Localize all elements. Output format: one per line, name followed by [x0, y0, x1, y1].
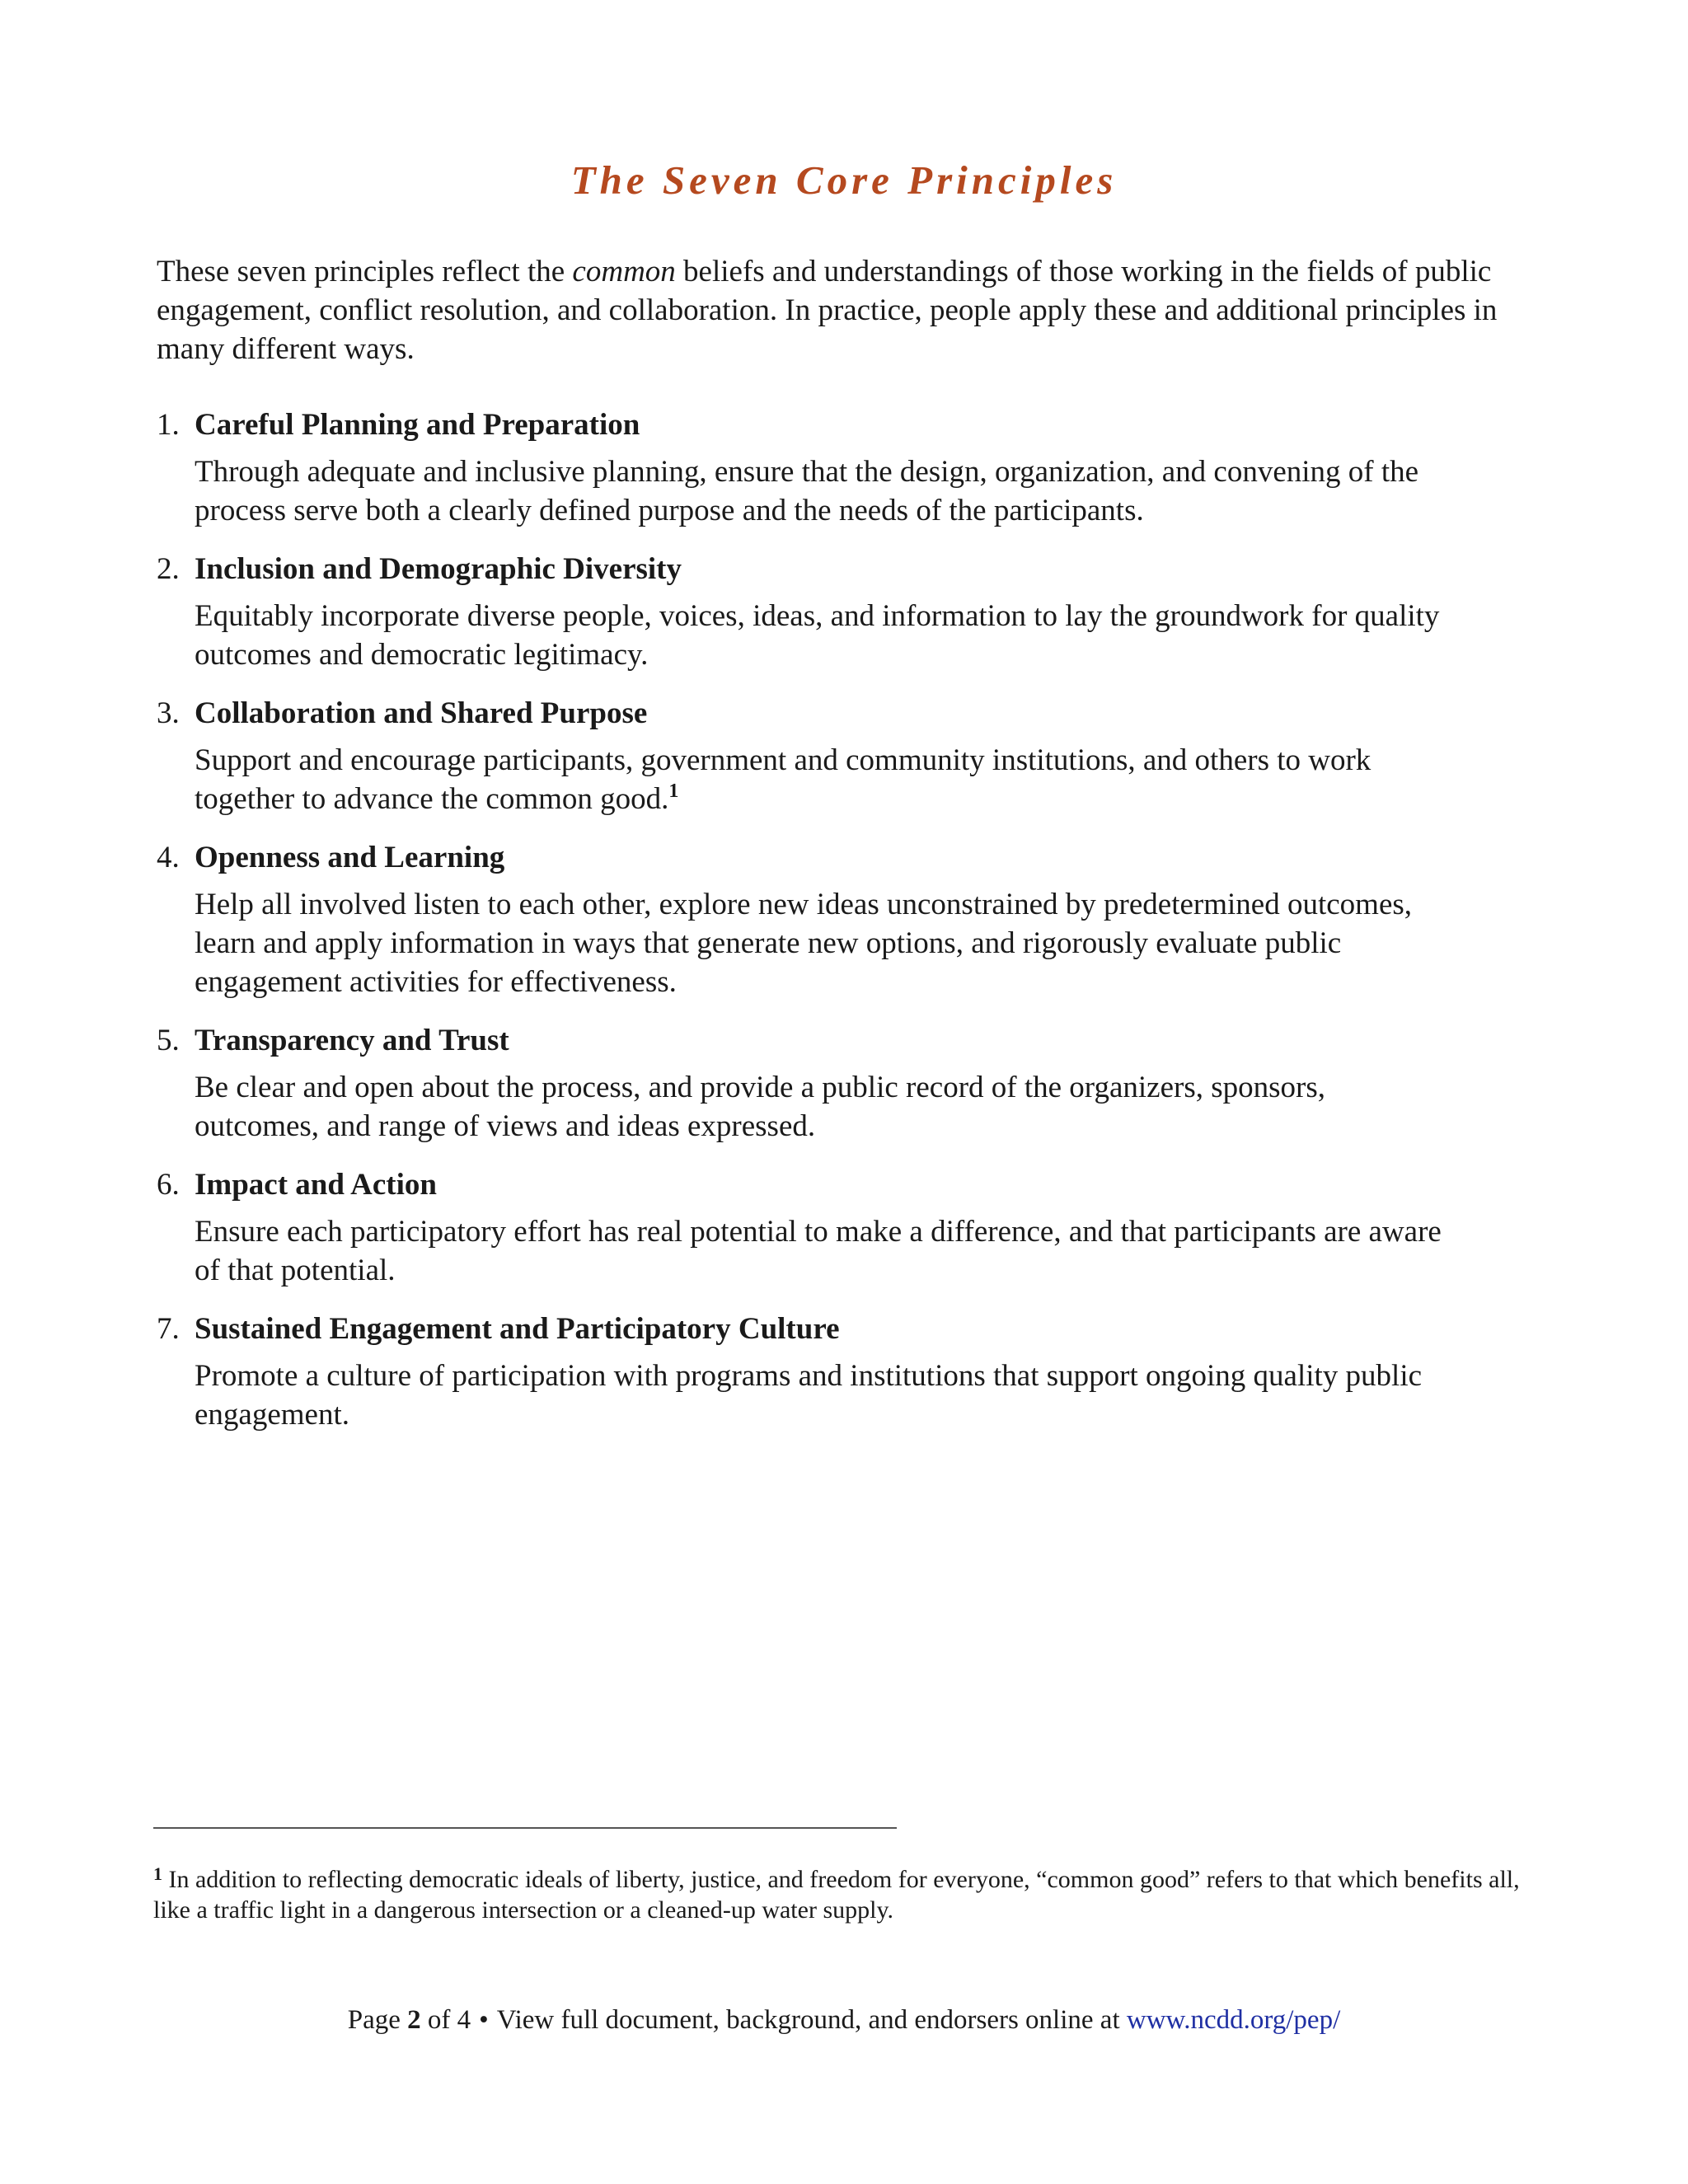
principle-heading: Openness and Learning: [195, 841, 505, 874]
footer-view-text: View full document, background, and endorsers online at: [496, 2005, 1127, 2035]
page-label-suffix: of 4: [420, 2005, 471, 2035]
footer-bullet: •: [479, 2005, 489, 2035]
principle-body: [195, 741, 1442, 818]
principle-item-6: [157, 1165, 1442, 1290]
principle-number: 6.: [157, 1168, 180, 1202]
page-footer: [0, 2003, 1688, 2037]
principle-item-5: [157, 1021, 1442, 1146]
page-title: The Seven Core Principles: [570, 157, 1118, 203]
principle-body: Be clear and open about the process, and provide a public record of the organizers, sponsors, outcomes, and range of views and ideas expressed.: [195, 1071, 1325, 1143]
principle-heading: Careful Planning and Preparation: [195, 408, 640, 442]
principle-body: Help all involved listen to each other, explore new ideas unconstrained by predetermined outcomes, learn and apply information in ways that generate new options, and rigorously evaluate public engagement activities for effectiveness.: [195, 888, 1413, 999]
principle-item-2: [157, 550, 1442, 674]
principle-heading: Collaboration and Shared Purpose: [195, 696, 648, 730]
intro-text-after: beliefs and understandings of those working in the fields of public engagement, conflict resolution, and collaboration. In practice, people apply these and additional principles in many different ways.: [157, 255, 1498, 366]
footnote-mark: 1: [153, 1863, 162, 1884]
website-link[interactable]: www.ncdd.org/pep/: [1126, 2005, 1341, 2035]
page-label-prefix: Page: [347, 2005, 408, 2035]
principle-body-text: Support and encourage participants, government and community institutions, and others to work together to advance the common good.: [195, 743, 1372, 816]
intro-emphasis: common: [572, 255, 676, 288]
footnote-reference[interactable]: 1: [668, 780, 679, 802]
footnote: [153, 1864, 1546, 1925]
principle-body: Promote a culture of participation with programs and institutions that support ongoing quality public engagement.: [195, 1359, 1423, 1432]
principle-number: 4.: [157, 841, 180, 874]
intro-text-before: These seven principles reflect the: [157, 255, 573, 288]
principle-item-4: [157, 838, 1442, 1001]
principle-body: Equitably incorporate diverse people, voices, ideas, and information to lay the groundwork for quality outcomes and democratic legitimacy.: [195, 599, 1440, 672]
principles-list: [157, 405, 1442, 1454]
footnote-divider: [153, 1827, 897, 1829]
principle-item-7: [157, 1310, 1442, 1434]
principle-item-1: [157, 405, 1442, 530]
principle-number: 5.: [157, 1024, 180, 1057]
principle-number: 7.: [157, 1312, 180, 1346]
principle-heading: Inclusion and Demographic Diversity: [195, 552, 682, 586]
intro-paragraph: [157, 252, 1541, 368]
principle-body: Ensure each participatory effort has real potential to make a difference, and that participants are aware of that potential.: [195, 1215, 1442, 1287]
principle-heading: Impact and Action: [195, 1168, 437, 1202]
principle-heading: Sustained Engagement and Participatory Culture: [195, 1312, 840, 1346]
principle-number: 2.: [157, 552, 180, 586]
page-number-current: 2: [407, 2005, 421, 2035]
principle-heading: Transparency and Trust: [195, 1024, 509, 1057]
footnote-text: In addition to reflecting democratic ideals of liberty, justice, and freedom for everyone, “common good” refers to that which benefits all, like a traffic light in a dangerous intersection or a cleaned-up water supply.: [153, 1866, 1520, 1924]
principle-number: 1.: [157, 408, 180, 442]
principle-body: Through adequate and inclusive planning, ensure that the design, organization, and convening of the process serve both a clearly defined purpose and the needs of the participants.: [195, 455, 1419, 527]
principle-number: 3.: [157, 696, 180, 730]
principle-item-3: [157, 694, 1442, 818]
